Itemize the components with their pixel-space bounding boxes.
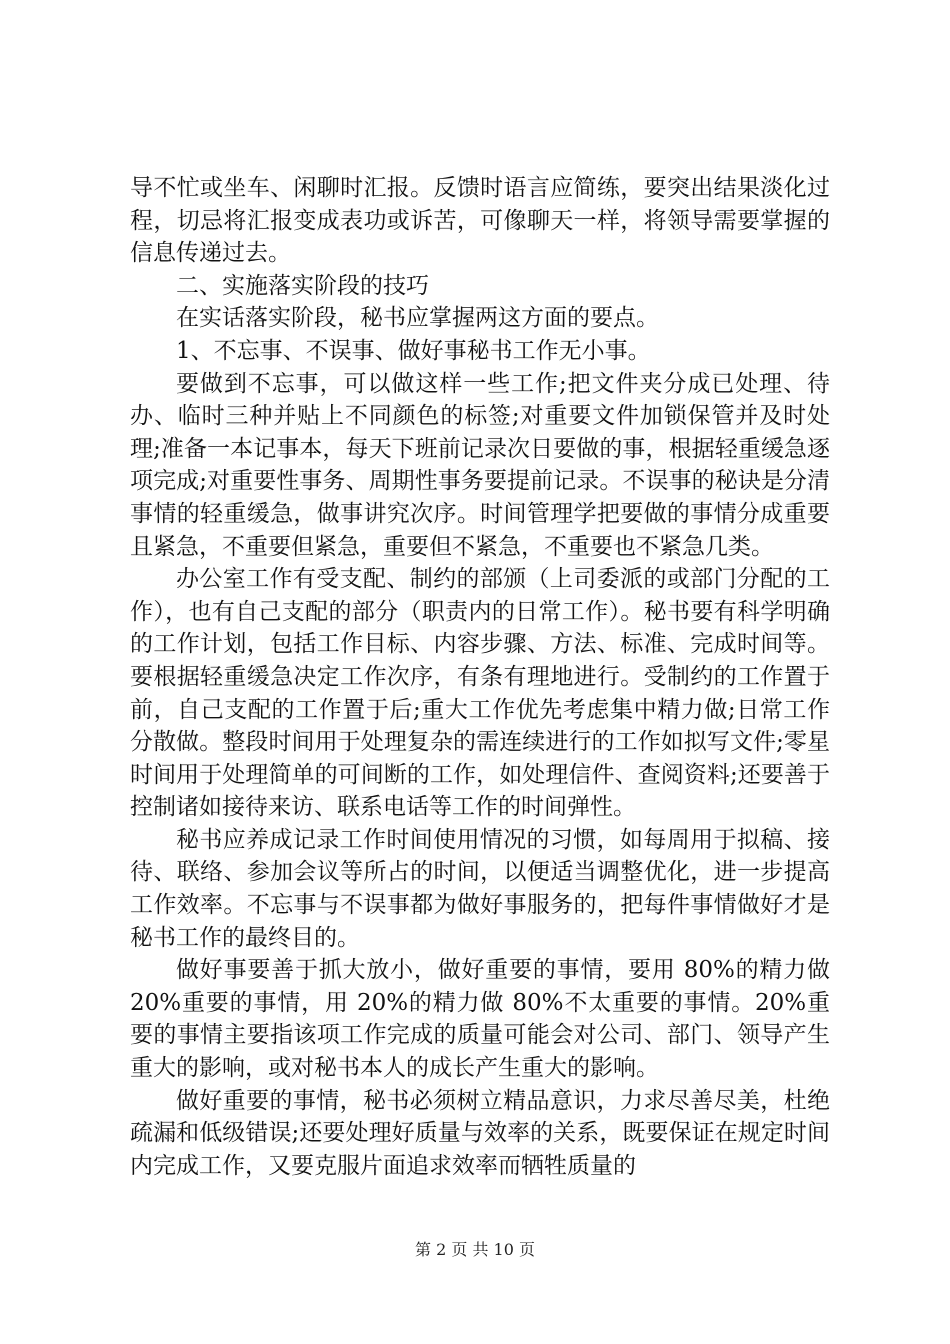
paragraph-1: 导不忙或坐车、闲聊时汇报。反馈时语言应简练，要突出结果淡化过程，切忌将汇报变成表功或诉苦，可像聊天一样，将领导需要掌握的信息传递过去。 xyxy=(130,175,830,267)
section-heading: 二、实施落实阶段的技巧 xyxy=(176,272,429,299)
paragraph-7: 做好重要的事情，秘书必须树立精品意识，力求尽善尽美，杜绝疏漏和低级错误;还要处理好质量与效率的关系，既要保证在规定时间内完成工作，又要克服片面追求效率而牺牲质量的 xyxy=(130,1087,830,1179)
document-body xyxy=(130,172,830,1182)
paragraph-4: 办公室工作有受支配、制约的部颁（上司委派的或部门分配的工作），也有自己支配的部分（职责内的日常工作）。秘书要有科学明确的工作计划，包括工作目标、内容步骤、方法、标准、完成时间等。要根据轻重缓急决定工作次序，有条有理地进行。受制约的工作置于前，自己支配的工作置于后;重大工作优先考虑集中精力做;日常工作分散做。整段时间用于处理复杂的需连续进行的工作如拟写文件;零星时间用于处理简单的可间断的工作，如处理信件、查阅资料;还要善于控制诸如接待来访、联系电话等工作的时间弹性。 xyxy=(130,566,830,821)
paragraph-3: 要做到不忘事，可以做这样一些工作;把文件夹分成已处理、待办、临时三种并贴上不同颜色的标签;对重要文件加锁保管并及时处理;准备一本记事本，每天下班前记录次日要做的事，根据轻重缓急逐项完成;对重要性事务、周期性事务要提前记录。不误事的秘诀是分清事情的轻重缓急，做事讲究次序。时间管理学把要做的事情分成重要且紧急，不重要但紧急，重要但不紧急，不重要也不紧急几类。 xyxy=(130,370,830,560)
page-number: 第 2 页 共 10 页 xyxy=(415,1240,535,1259)
paragraph-5: 秘书应养成记录工作时间使用情况的习惯，如每周用于拟稿、接待、联络、参加会议等所占的时间，以便适当调整优化，进一步提高工作效率。不忘事与不误事都为做好事服务的，把每件事情做好才是秘书工作的最终目的。 xyxy=(130,826,830,951)
paragraph-6: 做好事要善于抓大放小，做好重要的事情，要用 80%的精力做 20%重要的事情，用 20%的精力做 80%不太重要的事情。20%重要的事情主要指该项工作完成的质量可能会对公司、部门、领导产生重大的影响，或对秘书本人的成长产生重大的影响。 xyxy=(130,957,830,1082)
paragraph-2: 在实话落实阶段，秘书应掌握两这方面的要点。 xyxy=(176,305,659,332)
subsection-heading: 1、不忘事、不误事、做好事秘书工作无小事。 xyxy=(176,337,651,364)
